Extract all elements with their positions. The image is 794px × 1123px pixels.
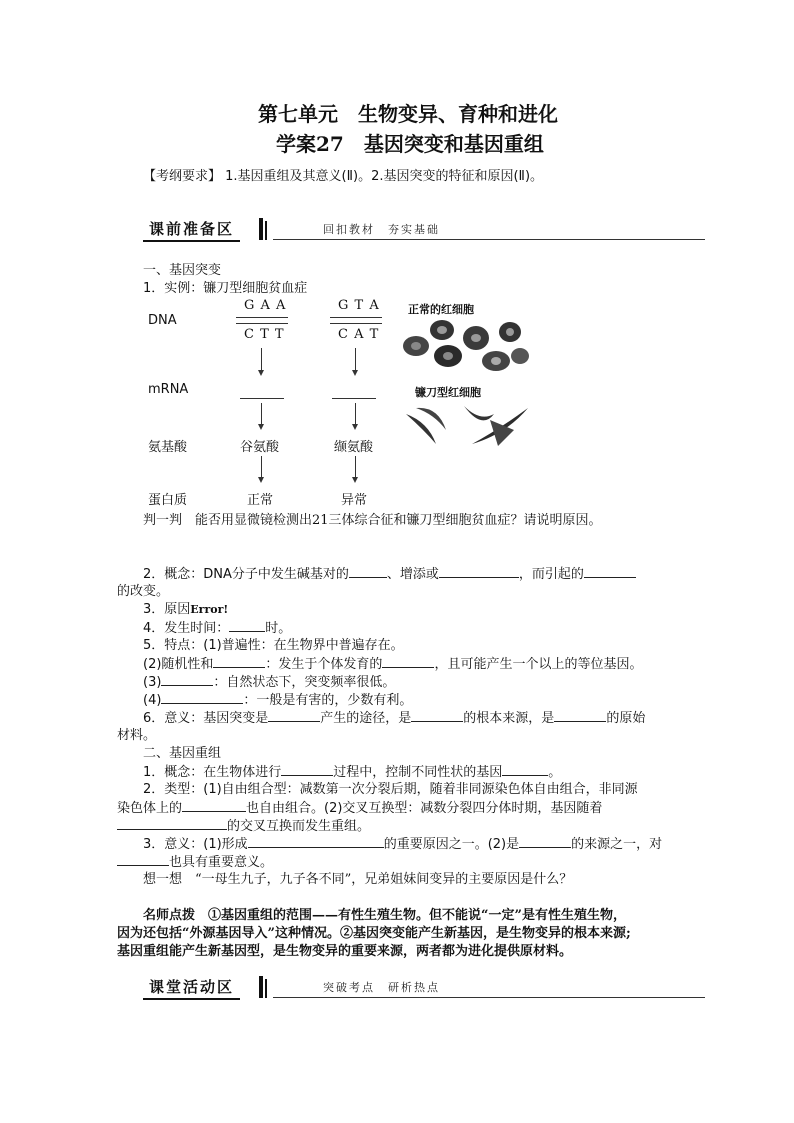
mrna-blank xyxy=(332,398,376,399)
feature-3-line xyxy=(143,673,395,692)
arrow xyxy=(261,348,262,372)
arrow xyxy=(261,456,262,478)
arrow-head xyxy=(352,424,358,430)
red-cell-center xyxy=(491,357,501,365)
arrow-head xyxy=(352,370,358,376)
sig-text: 6．意义：基因突变是 xyxy=(143,711,269,726)
fill-blank[interactable] xyxy=(411,709,463,722)
feature-text: ：发生于个体发育的 xyxy=(265,657,383,672)
arrow-head xyxy=(352,477,358,483)
concept-line xyxy=(143,565,636,584)
red-cell xyxy=(511,348,529,364)
section-label: 课前准备区 xyxy=(143,218,240,242)
section-mark xyxy=(265,979,267,998)
abnormal-amino: 缬氨酸 xyxy=(334,440,374,455)
recomb-meaning-line-2 xyxy=(117,853,273,872)
fill-blank[interactable] xyxy=(554,709,606,722)
red-cell-center xyxy=(437,326,447,334)
recomb-concept-line xyxy=(143,763,561,782)
img-label-sickle: 镰刀型红细胞 xyxy=(415,386,481,399)
recomb-type-line-2 xyxy=(117,799,602,818)
fill-blank[interactable] xyxy=(248,835,384,848)
arrow xyxy=(261,403,262,425)
fill-blank[interactable] xyxy=(117,817,227,830)
tip-line-1: 名师点拨 ①基因重组的范围——有性生殖生物。但不能说“一定”是有性生殖生物， xyxy=(143,908,626,923)
think-question: 想一想 “一母生九子，九子各不同”，兄弟姐妹间变异的主要原因是什么？ xyxy=(143,872,573,887)
recomb-text: 的交叉互换而发生重组。 xyxy=(227,819,371,834)
tip-line-3: 基因重组能产生新基因型，是生物变异的重要来源，两者都为进化提供原材料。 xyxy=(117,944,573,959)
judge-question: 判一判 能否用显微镜检测出21三体综合征和镰刀型细胞贫血症？请说明原因。 xyxy=(143,513,602,528)
requirement: 【考纲要求】 1.基因重组及其意义(Ⅱ)。2.基因突变的特征和原因(Ⅱ)。 xyxy=(143,169,544,184)
normal-dna-top: G A A xyxy=(244,298,287,313)
cause-line xyxy=(143,601,228,619)
red-cell-center xyxy=(471,334,481,342)
recomb-text: 过程中，控制不同性状的基因 xyxy=(333,765,503,780)
arrow-head xyxy=(258,477,264,483)
sig-text: 的根本来源，是 xyxy=(463,711,555,726)
feature-text: ：一般是有害的，少数有利。 xyxy=(243,693,413,708)
fill-blank[interactable] xyxy=(281,763,333,776)
row-label-protein: 蛋白质 xyxy=(148,493,188,508)
recomb-meaning-line xyxy=(143,835,662,854)
fill-blank[interactable] xyxy=(268,709,320,722)
normal-protein: 正常 xyxy=(247,493,274,508)
red-cell-center xyxy=(506,328,514,336)
section-subtitle: 回扣教材 夯实基础 xyxy=(323,223,440,236)
time-text: 4．发生时间： xyxy=(143,621,230,636)
dna-strand-line xyxy=(236,323,288,324)
section-subtitle: 突破考点 研析热点 xyxy=(323,981,440,994)
fill-blank[interactable] xyxy=(229,619,265,632)
fill-blank[interactable] xyxy=(213,655,265,668)
sig-text: 的原始 xyxy=(606,711,646,726)
feature-text: (2)随机性和 xyxy=(143,657,214,672)
recomb-text: 也具有重要意义。 xyxy=(169,855,274,870)
example-line: 1．实例：镰刀型细胞贫血症 xyxy=(143,281,308,296)
fill-blank[interactable] xyxy=(439,565,519,578)
dna-strand-line xyxy=(330,323,382,324)
section-header-prep xyxy=(143,218,705,242)
recomb-text: 1．概念：在生物体进行 xyxy=(143,765,282,780)
feature-text: (4) xyxy=(143,693,162,708)
feature-line: 5．特点：(1)普遍性：在生物界中普遍存在。 xyxy=(143,638,404,653)
dna-strand-line xyxy=(330,317,382,318)
unit-title: 第七单元 生物变异、育种和进化 xyxy=(258,102,558,126)
concept-text: 、增添或 xyxy=(386,567,439,582)
significance-line xyxy=(143,709,645,728)
section-mark xyxy=(259,218,263,240)
recomb-type-line-3 xyxy=(117,817,370,836)
heading-recombination: 二、基因重组 xyxy=(143,746,222,761)
fill-blank[interactable] xyxy=(161,673,213,686)
fill-blank[interactable] xyxy=(182,799,246,812)
arrow xyxy=(355,403,356,425)
concept-text: 2．概念：DNA分子中发生碱基对的 xyxy=(143,567,349,582)
fill-blank[interactable] xyxy=(117,853,169,866)
red-cell-center xyxy=(411,342,421,350)
recomb-text: 染色体上的 xyxy=(117,801,183,816)
cause-text: 3．原因 xyxy=(143,602,191,617)
row-label-mrna: mRNA xyxy=(148,382,189,397)
sickle-cell xyxy=(464,406,494,420)
normal-red-cells-image xyxy=(396,316,532,378)
section-mark xyxy=(265,221,267,240)
error-marker: Error! xyxy=(190,603,229,616)
arrow-head xyxy=(258,370,264,376)
normal-dna-bottom: C T T xyxy=(244,327,285,342)
arrow xyxy=(355,348,356,372)
fill-blank[interactable] xyxy=(519,835,571,848)
tip-line-2: 因为还包括“外源基因导入”这种情况。②基因突变能产生新基因，是生物变异的根本来源; xyxy=(117,926,631,941)
recomb-text: 的重要原因之一。(2)是 xyxy=(383,837,520,852)
concept-end: 的改变。 xyxy=(117,584,170,599)
heading-gene-mutation: 一、基因突变 xyxy=(143,263,222,278)
fill-blank[interactable] xyxy=(382,655,434,668)
recomb-text: 3．意义：(1)形成 xyxy=(143,837,248,852)
fill-blank[interactable] xyxy=(502,763,548,776)
abnormal-protein: 异常 xyxy=(341,493,368,508)
dna-strand-line xyxy=(236,317,288,318)
arrow-head xyxy=(258,424,264,430)
normal-amino: 谷氨酸 xyxy=(240,440,280,455)
recomb-text: 也自由组合。(2)交叉互换型：减数分裂四分体时期，基因随着 xyxy=(246,801,603,816)
concept-text: ，而引起的 xyxy=(518,567,584,582)
time-line xyxy=(143,619,291,638)
sickle-cell xyxy=(406,414,436,444)
fill-blank[interactable] xyxy=(161,691,243,704)
time-text: 时。 xyxy=(265,621,292,636)
abnormal-dna-bottom: C A T xyxy=(338,327,380,342)
row-label-amino: 氨基酸 xyxy=(148,440,188,455)
feature-text: ，且可能产生一个以上的等位基因。 xyxy=(434,657,643,672)
section-rule xyxy=(273,239,705,240)
section-label: 课堂活动区 xyxy=(143,976,240,1000)
feature-text: (3) xyxy=(143,675,162,690)
mrna-blank xyxy=(240,398,284,399)
fill-blank[interactable] xyxy=(584,565,636,578)
lesson-title: 学案27 基因突变和基因重组 xyxy=(276,132,544,156)
feature-4-line xyxy=(143,691,412,710)
recomb-text: 。 xyxy=(548,765,562,780)
recomb-type-line: 2．类型：(1)自由组合型：减数第一次分裂后期，随着非同源染色体自由组合，非同源 xyxy=(143,782,638,797)
feature-2-line xyxy=(143,655,642,674)
feature-text: ：自然状态下，突变频率很低。 xyxy=(213,675,396,690)
significance-end: 材料。 xyxy=(117,728,157,743)
fill-blank[interactable] xyxy=(349,565,387,578)
abnormal-dna-top: G T A xyxy=(338,298,380,313)
section-mark xyxy=(259,976,263,998)
recomb-text: 的来源之一，对 xyxy=(571,837,663,852)
red-cell-center xyxy=(443,352,453,360)
sickle-cells-image xyxy=(402,400,534,452)
arrow xyxy=(355,456,356,478)
row-label-dna: DNA xyxy=(148,313,177,328)
img-label-normal: 正常的红细胞 xyxy=(408,303,474,316)
section-header-class xyxy=(143,976,705,1000)
sig-text: 产生的途径，是 xyxy=(320,711,412,726)
section-rule xyxy=(273,997,705,998)
